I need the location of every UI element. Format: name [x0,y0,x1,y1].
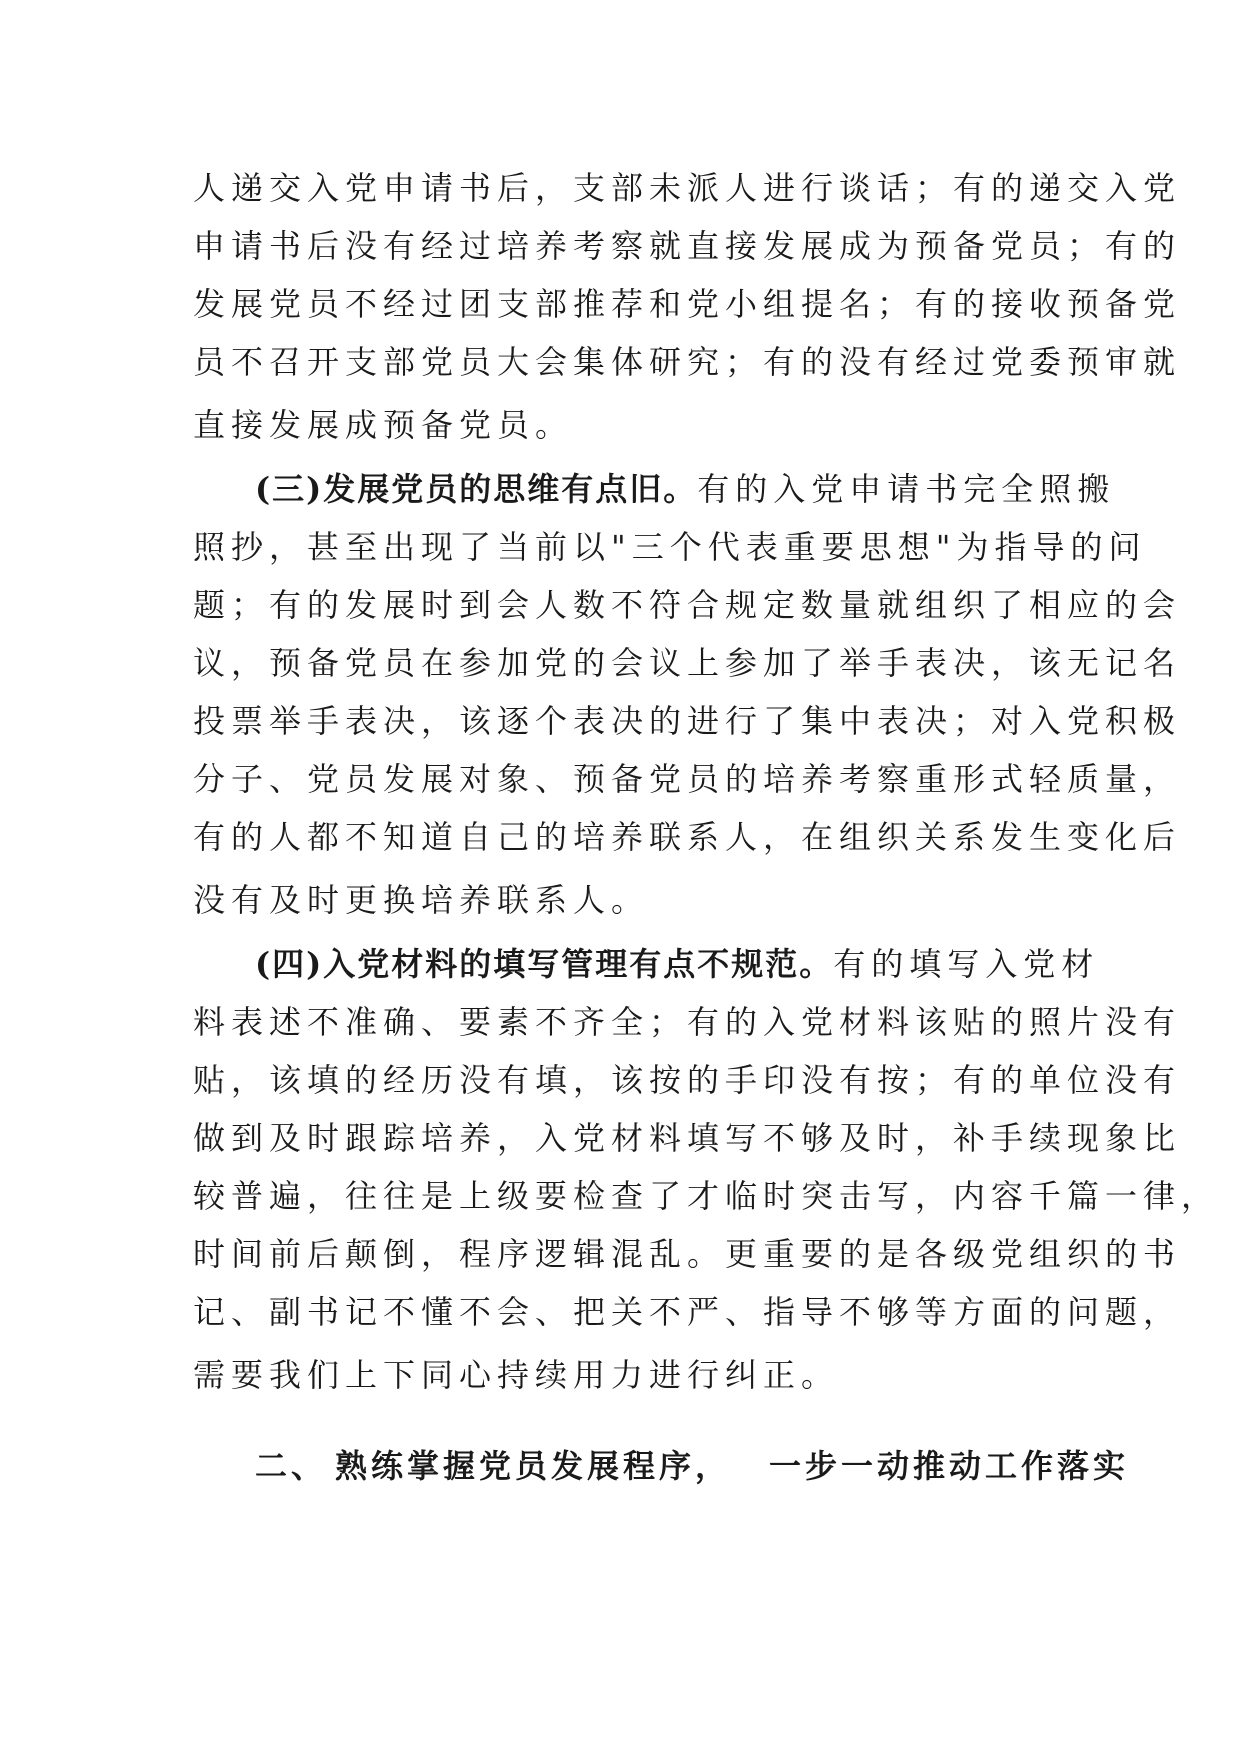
paragraph-line: 照抄，甚至出现了当前以"三个代表重要思想"为指导的问 [193,528,1147,566]
heading-number: 二、 [255,1447,328,1485]
section-4-title: (四)入党材料的填写管理有点不规范。 [255,945,834,983]
paragraph-line: 没有及时更换培养联系人。 [193,881,650,919]
paragraph-line: 投票举手表决，该逐个表决的进行了集中表决；对入党积极 [193,702,1182,740]
paragraph-line: 员不召开支部党员大会集体研究；有的没有经过党委预审就 [193,343,1182,381]
section-4-first-line [255,944,1100,984]
heading-part-1: 熟练掌握党员发展程序， [335,1447,732,1485]
paragraph-line: 发展党员不经过团支部推荐和党小组提名；有的接收预备党 [193,285,1182,323]
paragraph-line: 人递交入党申请书后，支部未派人进行谈话；有的递交入党 [193,169,1182,207]
section-3-title: (三)发展党员的思维有点旧。 [255,470,698,508]
paragraph-line: 记、副书记不懂不会、把关不严、指导不够等方面的问题， [193,1293,1182,1331]
section-4-lead: 有的填写入党材 [833,945,1100,983]
paragraph-line: 需要我们上下同心持续用力进行纠正。 [193,1356,840,1394]
paragraph-line: 时间前后颠倒，程序逻辑混乱。更重要的是各级党组织的书 [193,1235,1182,1273]
paragraph-line: 有的人都不知道自己的培养联系人，在组织关系发生变化后 [193,818,1182,856]
section-heading-2 [255,1446,1129,1486]
section-3-first-line [255,469,1116,509]
paragraph-line: 贴，该填的经历没有填，该按的手印没有按；有的单位没有 [193,1061,1182,1099]
paragraph-line: 题；有的发展时到会人数不符合规定数量就组织了相应的会 [193,586,1182,624]
heading-part-2: 一步一动推动工作落实 [769,1447,1130,1485]
paragraph-line: 申请书后没有经过培养考察就直接发展成为预备党员；有的 [193,227,1182,265]
paragraph-line: 做到及时跟踪培养，入党材料填写不够及时，补手续现象比 [193,1119,1182,1157]
section-3-lead: 有的入党申请书完全照搬 [697,470,1116,508]
paragraph-line: 议，预备党员在参加党的会议上参加了举手表决，该无记名 [193,644,1182,682]
paragraph-line: 较普遍，往往是上级要检查了才临时突击写，内容千篇一律， [193,1177,1220,1215]
paragraph-line: 直接发展成预备党员。 [193,406,574,444]
paragraph-line: 分子、党员发展对象、预备党员的培养考察重形式轻质量， [193,760,1182,798]
paragraph-line: 料表述不准确、要素不齐全；有的入党材料该贴的照片没有 [193,1003,1182,1041]
